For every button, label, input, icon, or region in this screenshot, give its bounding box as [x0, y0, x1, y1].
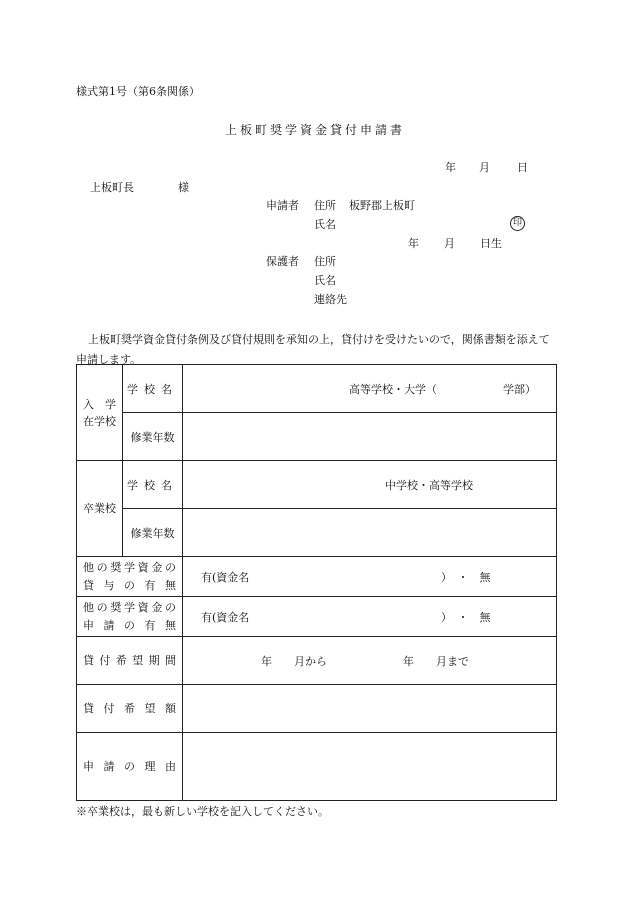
- other-loan-applied-label-line2: 申請の有無: [83, 618, 176, 632]
- other-loan-applied-suffix: ） ・ 無: [441, 610, 491, 624]
- table-row: [77, 413, 557, 461]
- date-day-label: 日: [517, 161, 528, 174]
- graduated-years-field[interactable]: [183, 509, 557, 557]
- loan-amount-field[interactable]: [183, 685, 557, 733]
- enrolled-school-name-label: 学校名: [123, 365, 183, 413]
- applicant-address-value: 板野郡上板町: [349, 199, 415, 212]
- table-row: [77, 597, 557, 637]
- graduated-school-name-field[interactable]: [183, 461, 557, 509]
- loan-period-label: 貸付希望期間: [77, 637, 183, 685]
- table-row: [77, 637, 557, 685]
- table-row: [77, 685, 557, 733]
- date-line: [445, 162, 528, 173]
- applicant-label: 申請者: [266, 199, 299, 212]
- reason-label: 申請の理由: [77, 733, 183, 801]
- other-loan-exists-field[interactable]: [183, 557, 557, 597]
- enrolled-years-field[interactable]: [183, 413, 557, 461]
- guardian-name-label: 氏名: [314, 274, 336, 287]
- enrolled-school-name-field[interactable]: [183, 365, 557, 413]
- graduated-school-name-label: 学校名: [123, 461, 183, 509]
- date-month-label: 月: [479, 161, 490, 174]
- birth-month-label: 月: [444, 237, 455, 250]
- table-row: [77, 461, 557, 509]
- birth-day-label: 日生: [480, 237, 502, 250]
- addressee: [90, 182, 189, 193]
- table-row: [77, 557, 557, 597]
- birth-year-label: 年: [408, 237, 419, 250]
- seal-mark: 印: [510, 216, 525, 231]
- other-loan-applied-label: [77, 597, 183, 637]
- other-loan-exists-label-line2: 貸与の有無: [83, 578, 176, 592]
- applicant-address-label: 住所: [314, 199, 336, 212]
- form-number: 様式第1号（第6条関係）: [76, 85, 200, 98]
- table-row: [77, 733, 557, 801]
- enrolled-label-line1: 入 学: [83, 397, 116, 411]
- graduated-school-label: 卒業校: [77, 461, 123, 557]
- graduated-years-label: 修業年数: [123, 509, 183, 557]
- loan-period-field[interactable]: [183, 637, 557, 685]
- guardian-contact-label: 連絡先: [314, 293, 347, 306]
- application-table: [76, 364, 557, 801]
- enrolled-school-name-value: 高等学校・大学（ 学部）: [349, 382, 536, 396]
- table-row: [77, 365, 557, 413]
- other-loan-applied-label-line1: 他の奨学資金の: [83, 600, 176, 614]
- footnote: ※卒業校は，最も新しい学校を記入してください。: [76, 805, 329, 818]
- other-loan-applied-prefix: 有(資金名: [201, 610, 250, 624]
- date-year-label: 年: [445, 161, 456, 174]
- document-title: 上板町奨学資金貸付申請書: [224, 123, 405, 137]
- addressee-name: 上板町長: [90, 181, 134, 194]
- table-row: [77, 509, 557, 557]
- guardian-address-label: 住所: [314, 255, 336, 268]
- other-loan-exists-prefix: 有(資金名: [201, 570, 250, 584]
- other-loan-exists-suffix: ） ・ 無: [441, 570, 491, 584]
- application-statement: 上板町奨学資金貸付条例及び貸付規則を承知の上，貸付けを受けたいので，関係書類を添えて申請します。: [76, 333, 550, 366]
- other-loan-exists-label-line1: 他の奨学資金の: [83, 560, 176, 574]
- enrolled-label-line2: 在学校: [83, 414, 116, 428]
- addressee-honorific: 様: [178, 181, 189, 194]
- graduated-school-name-value: 中学校・高等学校: [385, 478, 473, 492]
- enrolled-years-label: 修業年数: [123, 413, 183, 461]
- applicant-name-label: 氏名: [314, 218, 336, 231]
- loan-amount-label: 貸付希望額: [77, 685, 183, 733]
- loan-period-to: 年 月まで: [403, 654, 469, 668]
- enrolled-school-category: [77, 365, 123, 461]
- loan-period-from: 年 月から: [261, 654, 327, 668]
- other-loan-exists-label: [77, 557, 183, 597]
- guardian-label: 保護者: [266, 255, 299, 268]
- other-loan-applied-field[interactable]: [183, 597, 557, 637]
- reason-field[interactable]: [183, 733, 557, 801]
